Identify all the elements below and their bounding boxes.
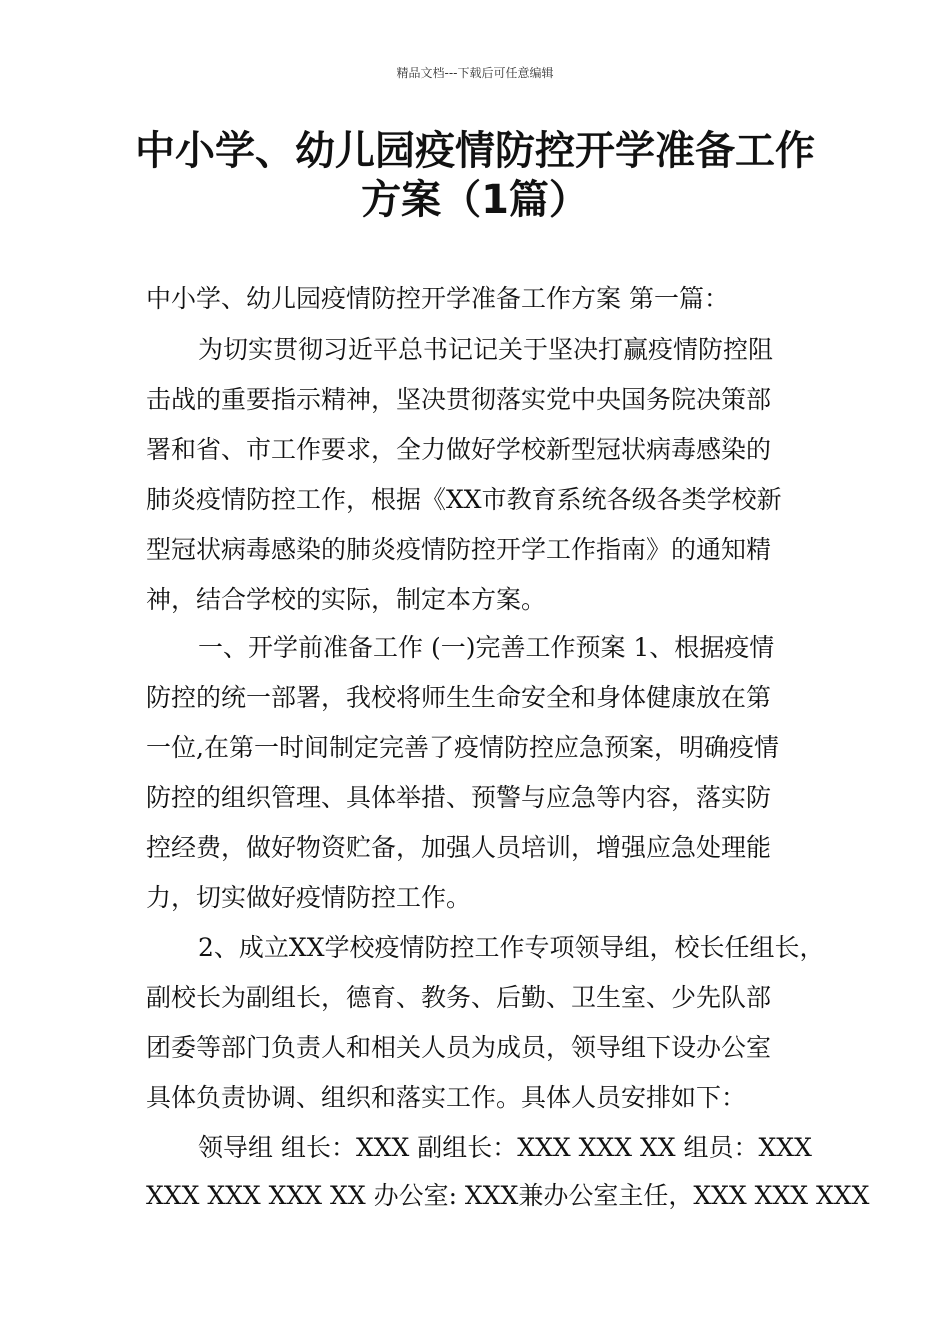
body-line: 神，结合学校的实际，制定本方案。 <box>146 585 547 614</box>
document-title-line-1: 中小学、幼儿园疫情防控开学准备工作 <box>135 128 815 174</box>
header-note: 精品文档---下载后可任意编辑 <box>396 66 554 80</box>
body-line: 领导组 组长：XXX 副组长：XXX XXX XX 组员：XXX <box>198 1133 812 1162</box>
body-line: 击战的重要指示精神，坚决贯彻落实党中央国务院决策部 <box>146 385 772 414</box>
body-line: 力，切实做好疫情防控工作。 <box>146 883 472 912</box>
body-line: 中小学、幼儿园疫情防控开学准备工作方案 第一篇： <box>146 284 729 313</box>
body-line: 团委等部门负责人和相关人员为成员，领导组下设办公室 <box>146 1033 772 1062</box>
body-line: 具体负责协调、组织和落实工作。具体人员安排如下： <box>146 1083 747 1112</box>
body-line: 肺炎疫情防控工作，根据《XX市教育系统各级各类学校新 <box>146 485 782 514</box>
document-title-line-2: 方案（1篇） <box>361 177 589 223</box>
body-line: 控经费，做好物资贮备，加强人员培训，增强应急处理能 <box>146 833 772 862</box>
body-line: 型冠状病毒感染的肺炎疫情防控开学工作指南》的通知精 <box>146 535 772 564</box>
body-line: 署和省、市工作要求，全力做好学校新型冠状病毒感染的 <box>146 435 772 464</box>
body-line: 防控的统一部署，我校将师生生命安全和身体健康放在第 <box>146 683 772 712</box>
body-line: 为切实贯彻习近平总书记记关于坚决打赢疫情防控阻 <box>198 335 774 364</box>
body-line: 副校长为副组长，德育、教务、后勤、卫生室、少先队部 <box>146 983 772 1012</box>
body-line: 2、成立XX学校疫情防控工作专项领导组，校长任组长， <box>198 933 825 962</box>
body-line: 一、开学前准备工作 (一)完善工作预案 1、根据疫情 <box>198 633 775 662</box>
body-line: XXX XXX XXX XX 办公室: XXX兼办公室主任，XXX XXX XXX <box>146 1181 870 1210</box>
body-line: 一位,在第一时间制定完善了疫情防控应急预案，明确疫情 <box>146 733 779 762</box>
body-line: 防控的组织管理、具体举措、预警与应急等内容，落实防 <box>146 783 772 812</box>
